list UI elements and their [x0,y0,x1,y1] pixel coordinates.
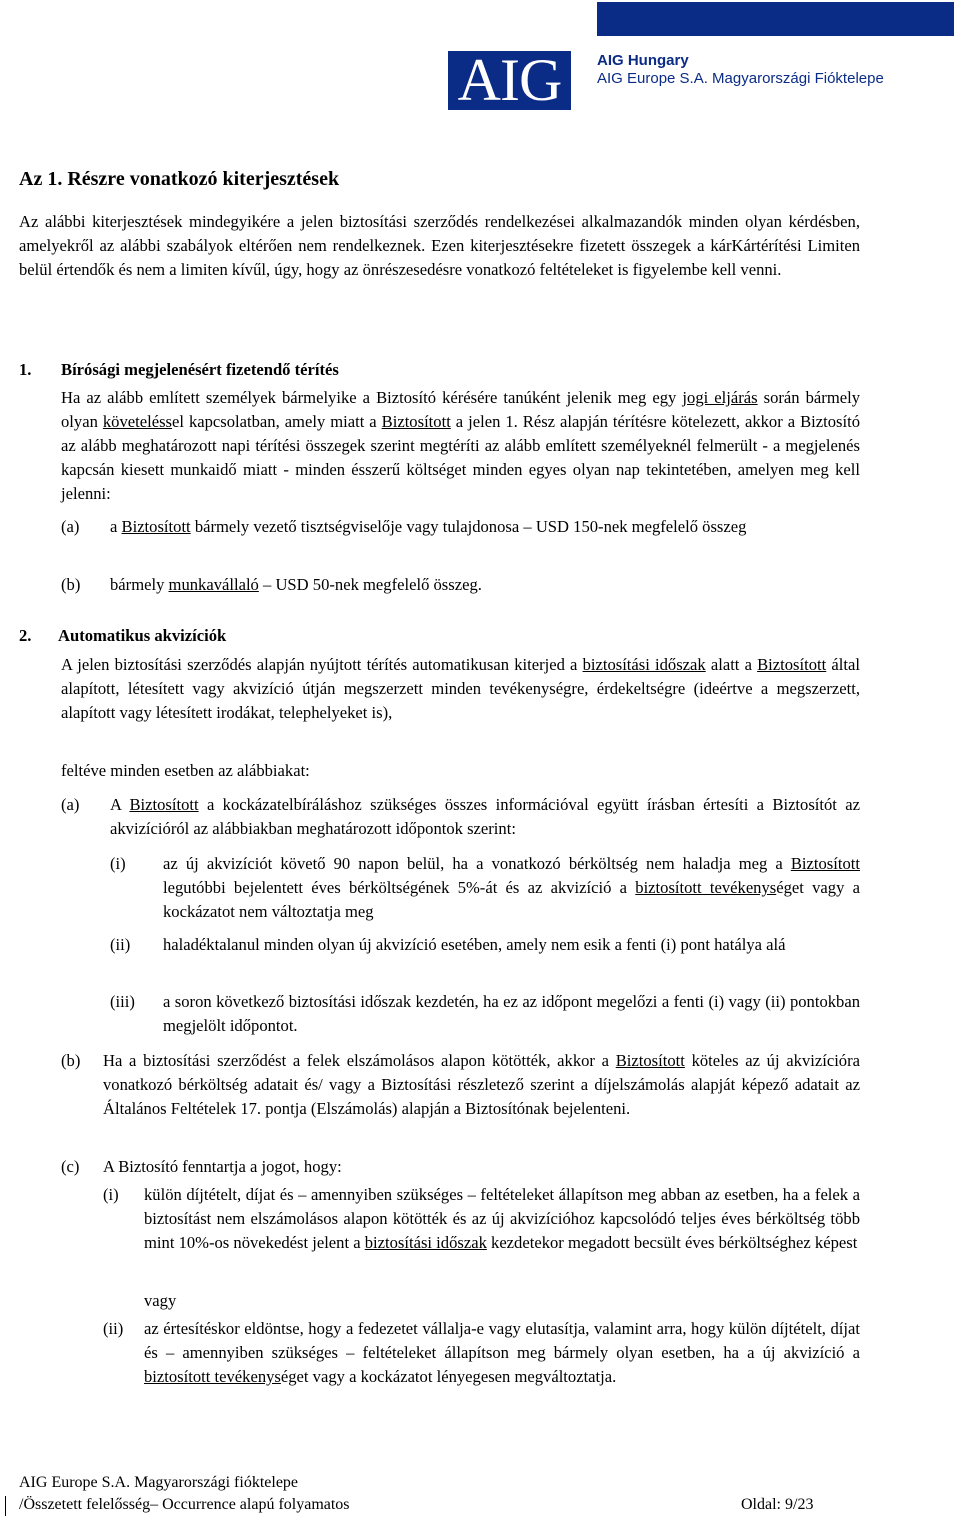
section-2-item-a-iii: a soron következő biztosítási időszak kezdetén, ha ez az időpont megelőzi a fenti (i) vagy (ii) pontokban megjelölt időpontot. [163,992,860,1035]
text: külön díjtételt, díjat és – amennyiben szükséges – feltételeket állapítson meg abban az esetben, ha a felek a biztosítást nem elszámolásos alapon kötötték és az új akvizícióhoz kapcsolódó teljes éves bérköltség több mint 10%-os növekedést jelent a [144,1185,860,1252]
aig-logo: AIG [448,51,571,110]
section-2-number: 2. [19,626,32,645]
text: köteles az új akvizícióra vonatkozó bérköltség adatait és/ vagy a Biztosítási részletező szerint a díjelszámolás alapját képező adatait az Általános Feltételek 17. pontja (Elszámolás) alapján a Biztosítónak bejelenteni. [103,1051,860,1118]
text: kezdetekor megadott becsült éves bérköltséghez képest [486,1233,858,1252]
text: bármely [110,575,169,594]
text: A [110,795,130,814]
intro-paragraph: Az alábbi kiterjesztések mindegyikére a jelen biztosítási szerződés rendelkezései alkalmazandók minden olyan kérdésben, amelyekről az alábbi szabályok eltérően nem rendelkeznek. Ezen kiterjesztésekre fizetett összegek a kárKártérítési Limiten belül értendők és nem a limiten kívűl, úgy, hogy az önrészesedésre vonatkozó feltételeket is figyelembe kell venni. [19,212,860,279]
footer-page-number: Oldal: 9/23 [741,1496,814,1513]
section-2-item-c-ii [144,1317,860,1389]
defined-term: biztosított tevékenys [635,878,777,897]
section-2-item-a-ii: haladéktalanul minden olyan új akvizíció esetében, amely nem esik a fenti (i) pont hatálya alá [163,935,786,954]
section-2-item-b [103,1049,860,1121]
defined-term: biztosítási időszak [582,655,706,674]
text: legutóbbi bejelentett éves bérköltségének 5%-át és az akvizíció a [163,878,636,897]
item-label: (a) [61,795,80,814]
defined-term: biztosítási időszak [364,1233,487,1252]
footer-company: AIG Europe S.A. Magyarországi fióktelepe [19,1474,299,1491]
text: éget vagy a kockázatot lényegesen megváltoztatja. [280,1367,617,1386]
text: A jelen biztosítási szerződés alapján nyújtott térítés automatikusan kiterjed a [61,655,583,674]
defined-term: biztosított tevékenys [144,1367,281,1386]
section-2-body [61,653,860,725]
defined-term: munkavállaló [168,575,259,594]
subitem-label: (ii) [110,935,131,954]
item-label: (c) [61,1157,80,1176]
text: az új akvizíciót követő 90 napon belül, ha a vonatkozó bérköltség nem haladja meg a [163,854,791,873]
brand-subtitle: AIG Europe S.A. Magyarországi Fióktelepe [597,70,884,87]
section-2-item-c-i [144,1183,860,1255]
defined-term: Biztosított [129,795,199,814]
text: – USD 50-nek megfelelő összeg. [258,575,482,594]
header-bar [597,2,954,36]
text: bármely vezető tisztségviselője vagy tulajdonosa – USD 150-nek megfelelő összeg [190,517,747,536]
text: a kockázatelbíráláshoz szükséges összes információval együtt írásban értesíti a Biztosítót az akvizícióról az alábbiakban meghatározott időpontok szerint: [110,795,861,838]
or-text: vagy [144,1291,177,1310]
text: el kapcsolatban, amely miatt a [171,412,382,431]
section-2-item-a [110,793,860,841]
section-2-item-a-i [163,852,860,924]
defined-term: Biztosított [790,854,860,873]
section-1-item-b [110,573,860,597]
section-2-item-c: A Biztosító fenntartja a jogot, hogy: [103,1157,342,1176]
text: során bármely olyan [61,388,861,431]
item-label: (b) [61,1051,81,1070]
text: Ha az alább említett személyek bármelyike a Biztosító kérésére tanúként jelenik meg egy [61,388,683,407]
text: a [110,517,122,536]
defined-term: Biztosított [615,1051,685,1070]
subitem-label: (ii) [103,1319,124,1338]
section-1-item-a [110,515,860,539]
section-2-title: Automatikus akvizíciók [58,626,227,645]
text: Ha a biztosítási szerződést a felek elszámolásos alapon kötötték, akkor a [103,1051,616,1070]
subitem-label: (iii) [110,992,135,1011]
defined-term: Biztosított [121,517,191,536]
proviso-text: feltéve minden esetben az alábbiakat: [61,761,310,780]
subitem-label: (i) [110,854,126,873]
section-1-title: Bírósági megjelenésért fizetendő térítés [61,360,339,379]
footer-change-bar [5,1496,6,1516]
defined-term: követeléss [102,412,172,431]
item-label: (b) [61,575,81,594]
footer-document-name: /Összetett felelősség– Occurrence alapú folyamatos [19,1496,350,1513]
section-1-number: 1. [19,360,32,379]
text: által alapított, létesített vagy akvizíció útján megszerzett minden tevékenységre, érdekeltségre (ideértve a megszerzett, alapított vagy létesített irodákat, telephelyeket is), [61,655,860,722]
brand-name: AIG Hungary [597,52,689,69]
text: az értesítéskor eldöntse, hogy a fedezetet vállalja-e vagy elutasítja, valamint arra, hogy külön díjtételt, díjat és – amennyiben szükséges – feltételeket állapítson meg bármely olyan esetben, ha a új akvizíció a [144,1319,860,1362]
text: éget vagy a kockázatot nem változtatja meg [163,878,860,921]
defined-term: Biztosított [757,655,827,674]
item-label: (a) [61,517,80,536]
defined-term: jogi eljárás [682,388,758,407]
text: a jelen 1. Rész alapján térítésre kötelezett, akkor a Biztosító az alább meghatározott napi térítési összegek szerint megtéríti az alább említett személyeknél felmerült - a megjelenés kapcsán kiesett munkaidő miatt - minden ésszerű költséget minden egyes olyan nap tekintetében, amelyen meg kell jelenni: [61,412,861,503]
text: alatt a [705,655,758,674]
subitem-label: (i) [103,1185,119,1204]
section-title: Az 1. Részre vonatkozó kiterjesztések [19,168,340,190]
defined-term: Biztosított [381,412,451,431]
section-1-body [61,386,860,506]
